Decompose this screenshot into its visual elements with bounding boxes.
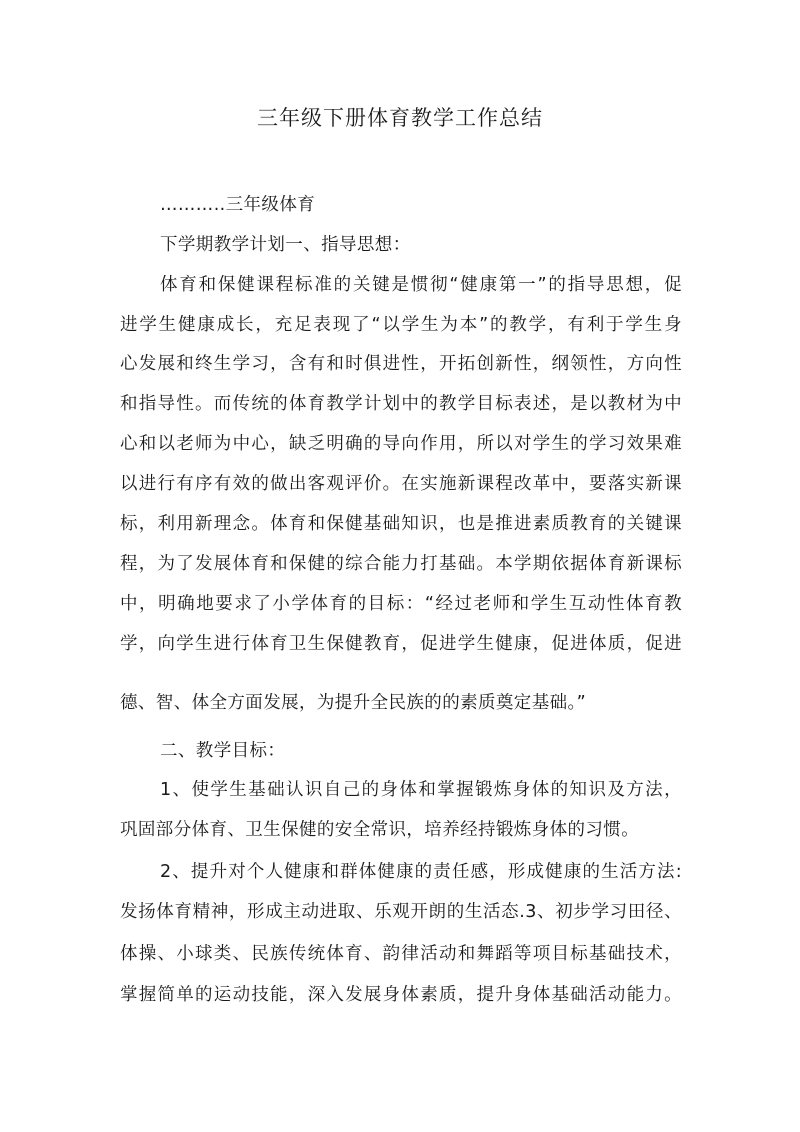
text-line: 心和以老师为中心，缺乏明确的导向作用，所以对学生的学习效果难 [120, 434, 682, 454]
text-line: 发扬体育精神，形成主动进取、乐观开朗的生活态.3、初步学习田径、 [120, 902, 682, 922]
text-line: 中，明确地要求了小学体育的目标：“经过老师和学生互动性体育教 [120, 594, 682, 614]
text-line: 体操、小球类、民族传统体育、韵律活动和舞蹈等项目标基础技术， [120, 944, 682, 964]
document-title: 三年级下册体育教学工作总结 [257, 106, 543, 130]
text-line: 体育和保健课程标准的关键是惯彻“健康第一”的指导思想，促 [160, 275, 682, 295]
text-line: 以进行有序有效的做出客观评价。在实施新课程改革中，要落实新课 [120, 474, 682, 494]
text-line: 学，向学生进行体育卫生保健教育，促进学生健康，促进体质，促进 [120, 634, 682, 654]
section-heading: 二、教学目标： [160, 741, 286, 761]
text-line: 进学生健康成长，充足表现了“以学生为本”的教学，有利于学生身 [120, 315, 682, 335]
text-line: 下学期教学计划一、指导思想： [160, 235, 411, 255]
text-line: 标，利用新理念。体育和保健基础知识，也是推进素质教育的关键课 [120, 514, 682, 534]
text-line: 2、提升对个人健康和群体健康的责任感，形成健康的生活方法: [160, 862, 682, 882]
text-line: 德、智、体全方面发展，为提升全民族的的素质奠定基础。” [120, 693, 587, 713]
text-line: 程，为了发展体育和保健的综合能力打基础。本学期依据体育新课标 [120, 554, 682, 574]
text-line: 巩固部分体育、卫生保健的安全常识，培养经持锻炼身体的习惯。 [120, 820, 640, 840]
text-line: 掌握简单的运动技能，深入发展身体素质，提升身体基础活动能力。 [120, 985, 682, 1005]
text-line: ………..三年级体育 [160, 195, 316, 215]
text-line: 1、使学生基础认识自己的身体和掌握锻炼身体的知识及方法， [160, 780, 682, 800]
text-line: 和指导性。而传统的体育教学计划中的教学目标表述，是以教材为中 [120, 394, 682, 414]
text-line: 心发展和终生学习，含有和时俱进性，开拓创新性，纲领性，方向性 [120, 354, 682, 374]
